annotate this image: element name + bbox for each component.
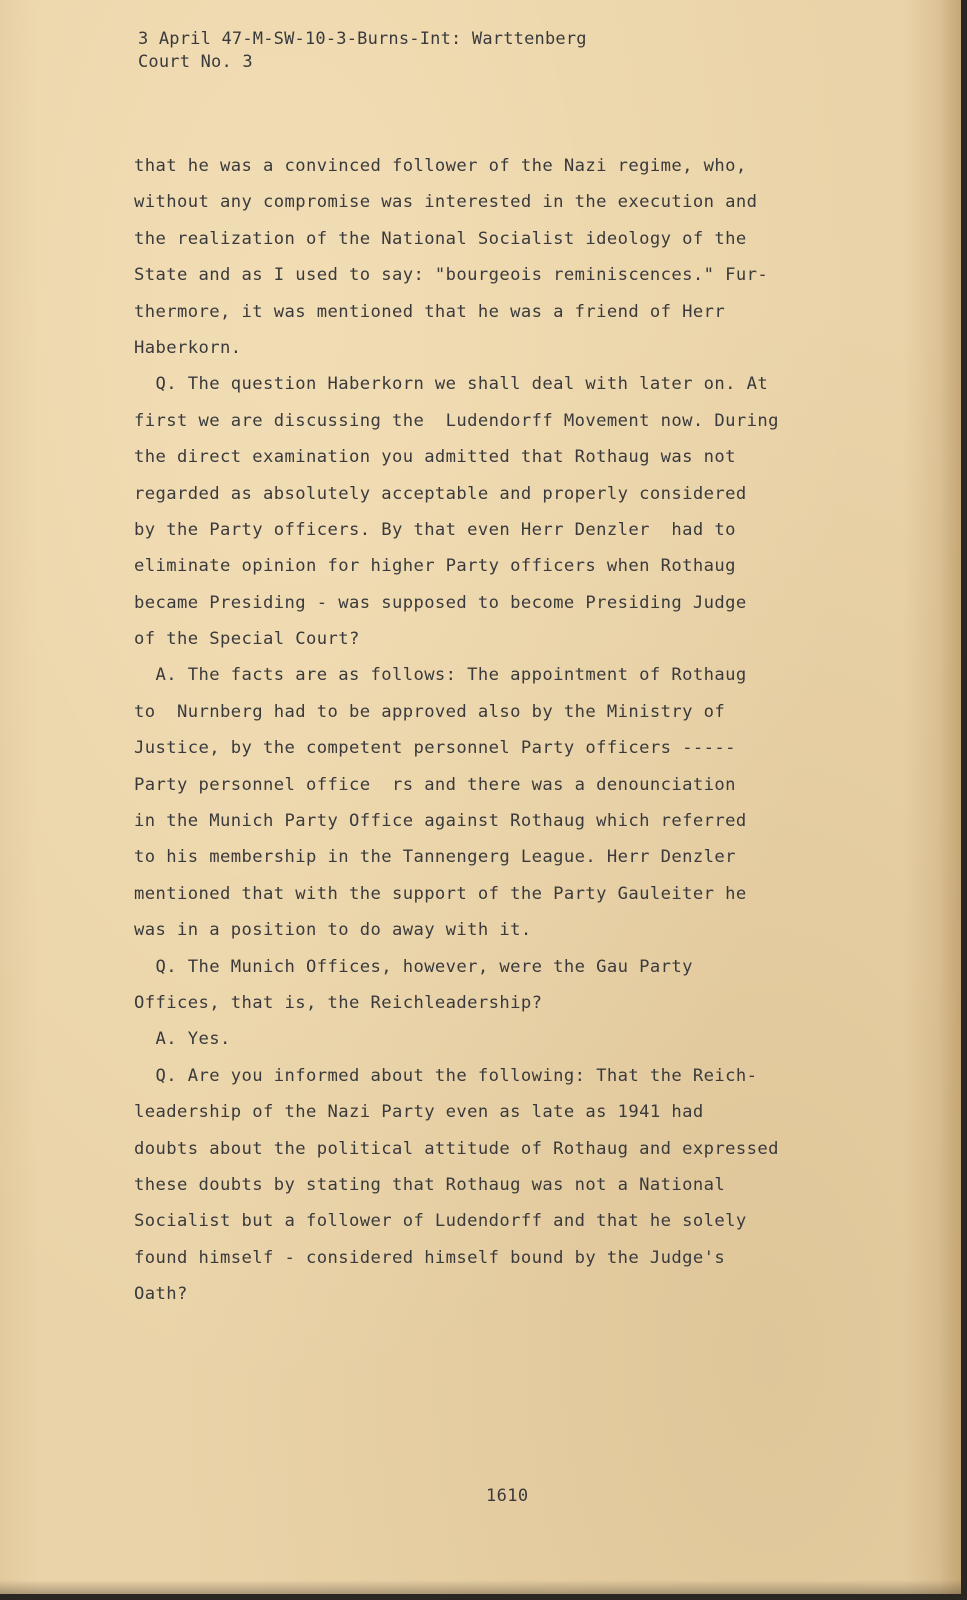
text-line: State and as I used to say: "bourgeois reminiscences." Fur- [134, 265, 769, 286]
text-line: was in a position to do away with it. [134, 920, 532, 941]
text-line: A. Yes. [134, 1029, 231, 1050]
text-line: mentioned that with the support of the Party Gauleiter he [134, 883, 747, 904]
text-line: Party personnel office rs and there was a denounciation [134, 774, 736, 795]
text-line: by the Party officers. By that even Herr Denzler had to [134, 519, 736, 540]
text-line: to Nurnberg had to be approved also by the Ministry of [134, 701, 726, 722]
page-edge-shadow [939, 0, 961, 1594]
text-line: these doubts by stating that Rothaug was not a National [134, 1174, 726, 1195]
text-line: Oath? [134, 1284, 188, 1305]
text-line: that he was a convinced follower of the Nazi regime, who, [134, 156, 747, 176]
text-line: of the Special Court? [134, 629, 360, 650]
text-line: became Presiding - was supposed to become Presiding Judge [134, 592, 747, 613]
text-line: thermore, it was mentioned that he was a friend of Herr [134, 301, 726, 322]
document-header [138, 28, 587, 74]
header-line-2: Court No. 3 [138, 52, 253, 72]
text-line: A. The facts are as follows: The appointment of Rothaug [134, 665, 747, 686]
text-line: Socialist but a follower of Ludendorff and that he solely [134, 1211, 747, 1232]
text-line: to his membership in the Tannengerg League. Herr Denzler [134, 847, 736, 868]
header-line-1: 3 April 47-M-SW-10-3-Burns-Int: Warttenberg [138, 29, 587, 49]
transcript-body [134, 148, 894, 1313]
text-line: eliminate opinion for higher Party officers when Rothaug [134, 556, 736, 577]
text-line: leadership of the Nazi Party even as late as 1941 had [134, 1102, 704, 1123]
text-line: Q. The Munich Offices, however, were the Gau Party [134, 956, 693, 977]
text-line: Q. The question Haberkorn we shall deal with later on. At [134, 374, 769, 395]
text-line: Offices, that is, the Reichleadership? [134, 992, 543, 1013]
text-line: found himself - considered himself bound by the Judge's [134, 1247, 726, 1268]
text-line: first we are discussing the Ludendorff Movement now. During [134, 410, 779, 431]
page-number: 1610 [486, 1486, 529, 1506]
text-line: Haberkorn. [134, 337, 242, 358]
text-line: without any compromise was interested in the execution and [134, 192, 758, 213]
text-line: Justice, by the competent personnel Party officers ----- [134, 738, 736, 759]
text-line: doubts about the political attitude of Rothaug and expressed [134, 1138, 779, 1159]
text-line: Q. Are you informed about the following: That the Reich- [134, 1065, 758, 1086]
text-line: the realization of the National Socialist ideology of the [134, 228, 747, 249]
page-bottom-shadow [0, 1580, 961, 1594]
text-line: the direct examination you admitted that Rothaug was not [134, 447, 736, 468]
text-line: regarded as absolutely acceptable and properly considered [134, 483, 747, 504]
text-line: in the Munich Party Office against Rothaug which referred [134, 811, 747, 832]
